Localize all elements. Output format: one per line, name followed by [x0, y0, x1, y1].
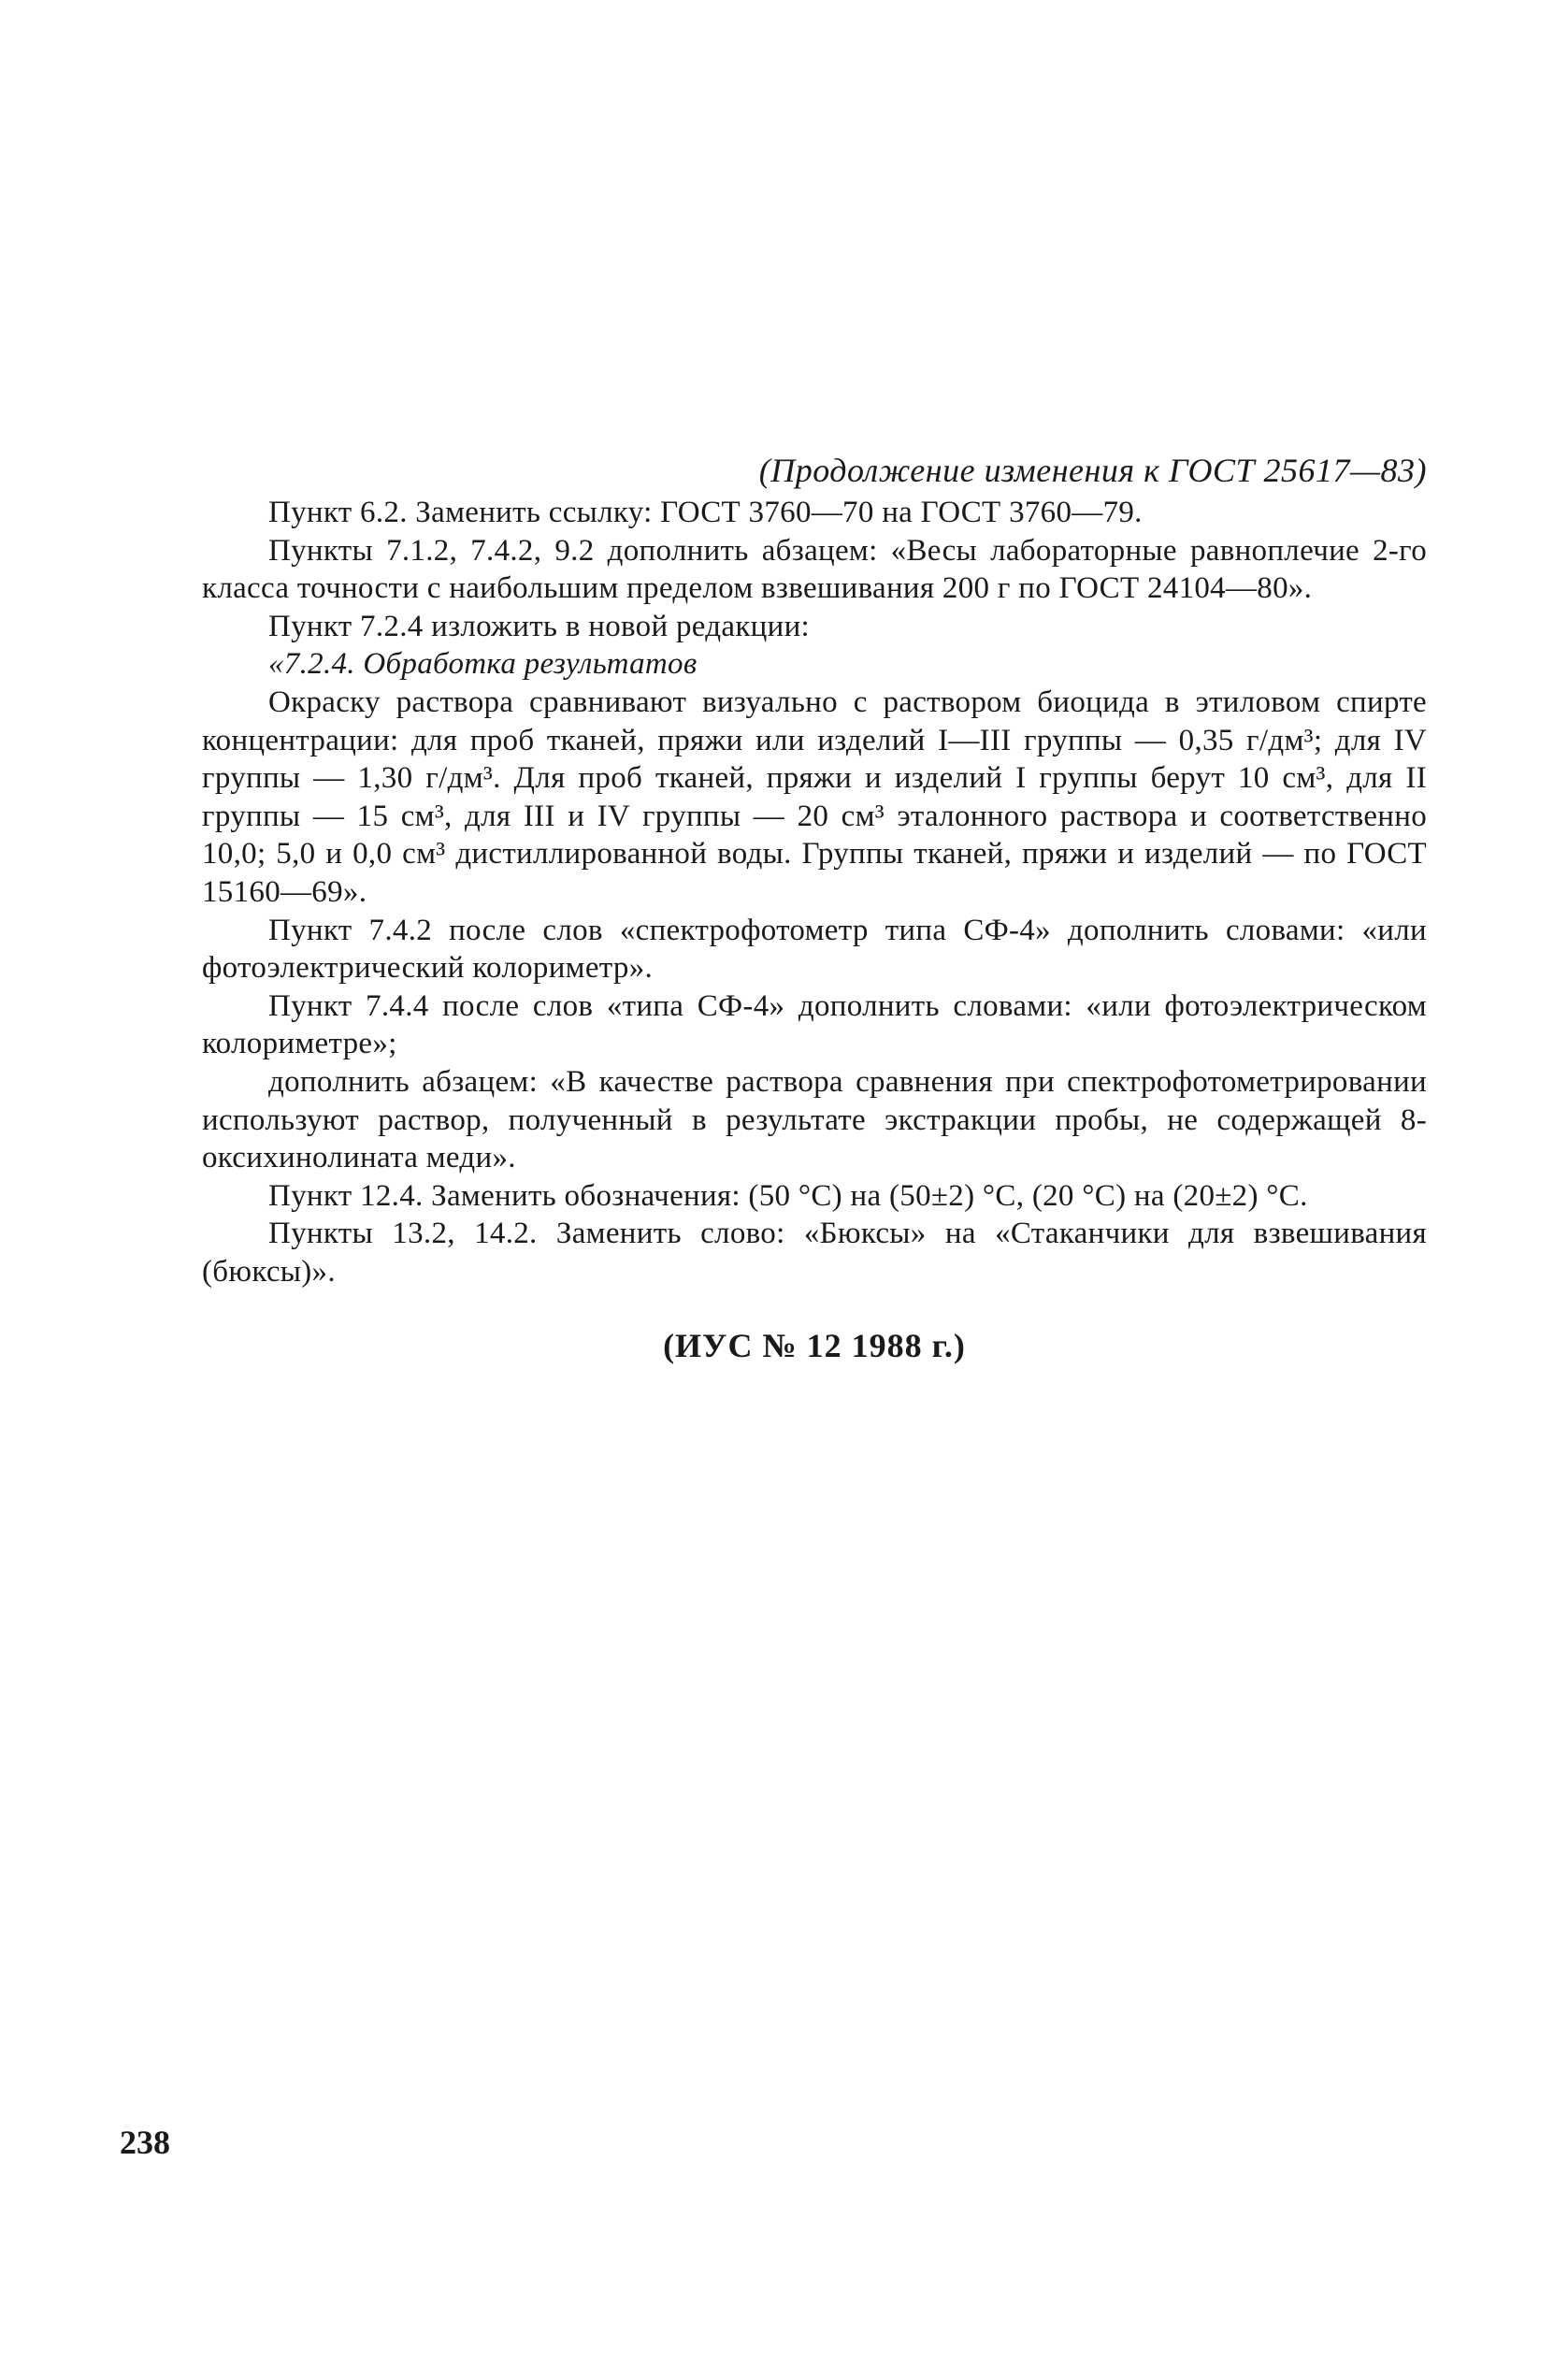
paragraph-12-4: Пункт 12.4. Заменить обозначения: (50 °С) на (50±2) °С, (20 °С) на (20±2) °С.	[268, 1178, 1308, 1213]
subsection-title: «7.2.4. Обработка результатов	[268, 647, 698, 682]
paragraph-6-2: Пункт 6.2. Заменить ссылку: ГОСТ 3760—70 на ГОСТ 3760—79.	[268, 496, 1143, 529]
ius-reference: (ИУС № 12 1988 г.)	[663, 1327, 966, 1365]
page-number: 238	[120, 2124, 170, 2161]
paragraph-color-comparison: Окраску раствора сравнивают визуально с раствором биоцида в этиловом спирте концентрации: для проб тканей, пряжи или изделий I—III группы — 0,35 г/дм³; для IV группы — 1,30 г/дм³. Для проб тканей, пряжи и изделий I группы берут 10 см³, для II группы — 15 см³, для III и IV группы — 20 см³ эталонного раствора и соответственно 10,0; 5,0 и 0,0 см³ дистиллированной воды. Группы тканей, пряжи и изделий — по ГОСТ 15160—69».	[202, 684, 1427, 909]
paragraph-7-2-4-intro: Пункт 7.2.4 изложить в новой редакции:	[268, 609, 811, 643]
paragraph-7-4-2: Пункт 7.4.2 после слов «спектрофотометр типа СФ-4» дополнить словами: «или фотоэлектрический колориметр».	[202, 913, 1427, 986]
text-column	[202, 447, 1427, 1369]
paragraph-7-4-4: Пункт 7.4.4 после слов «типа СФ-4» дополнить словами: «или фотоэлектрическом колориметре»;	[202, 988, 1427, 1061]
continuation-header: (Продолжение изменения к ГОСТ 25617—83)	[758, 452, 1427, 489]
paragraph-7-1-2: Пункты 7.1.2, 7.4.2, 9.2 дополнить абзацем: «Весы лабораторные равноплечие 2-го класса точности с наибольшим пределом взвешивания 200 г по ГОСТ 24104—80».	[202, 533, 1427, 606]
paragraph-addendum: дополнить абзацем: «В качестве раствора сравнения при спектрофотометрировании используют раствор, полученный в результате экстракции пробы, не содержащей 8-оксихинолината меди».	[202, 1064, 1427, 1175]
paragraph-13-2: Пункты 13.2, 14.2. Заменить слово: «Бюксы» на «Стаканчики для взвешивания (бюксы)».	[202, 1217, 1427, 1289]
